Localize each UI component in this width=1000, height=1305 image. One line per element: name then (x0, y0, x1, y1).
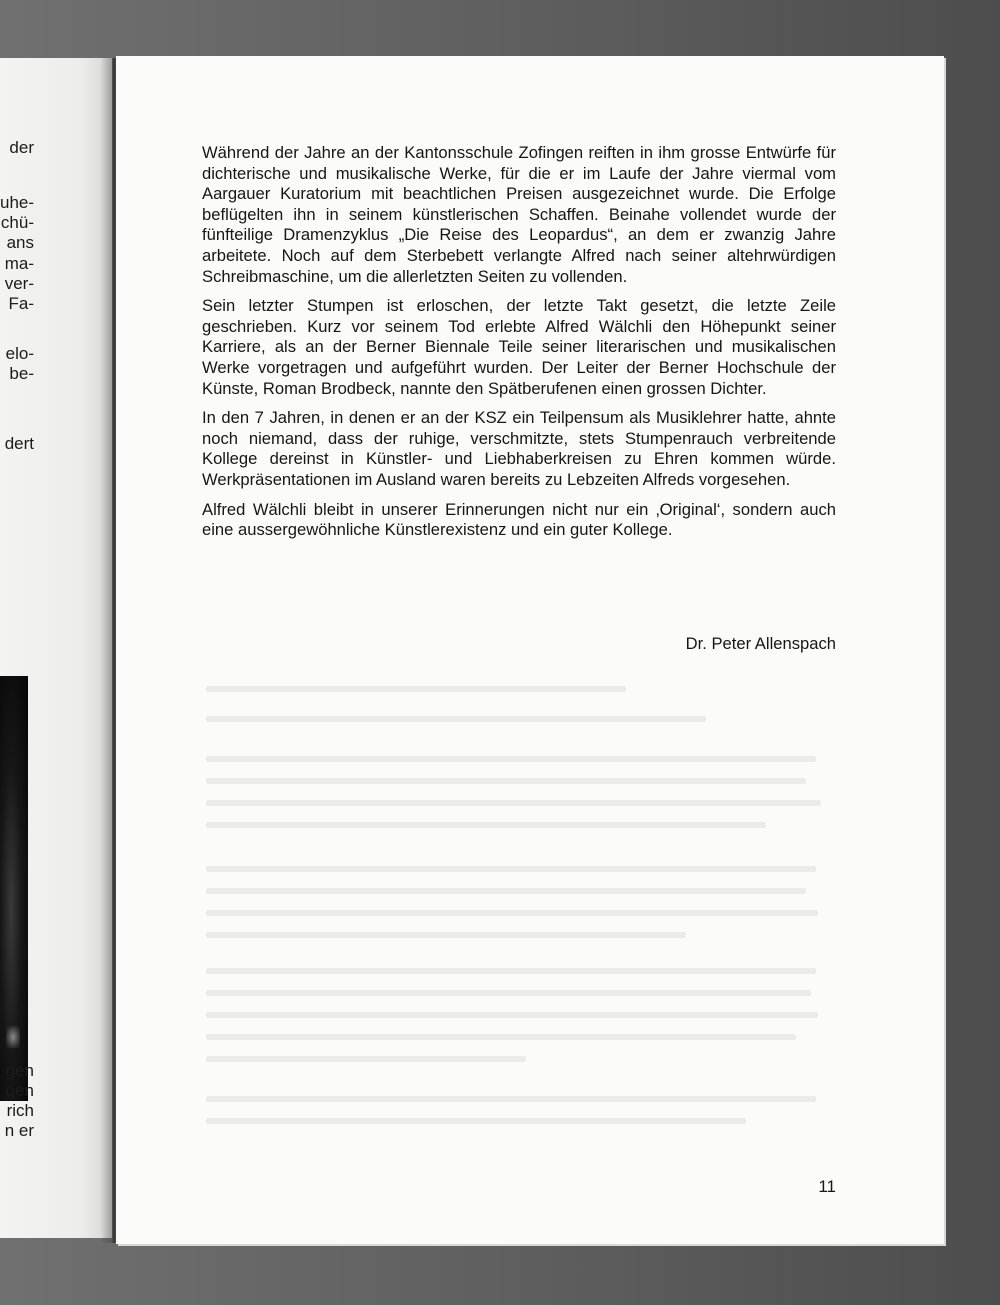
left-page-text-fragment: gen (5, 1081, 34, 1100)
left-page (0, 58, 112, 1238)
photo-fragment (0, 676, 28, 1101)
page-number: 11 (818, 1177, 836, 1196)
left-page-text-fragment: n er (4, 1121, 34, 1140)
left-page-text-fragment: rich (6, 1101, 34, 1120)
left-page-text-fragment: chü- (0, 213, 34, 232)
left-page-text-fragment: elo- (5, 344, 34, 363)
left-page-text-fragment: dert (4, 434, 34, 453)
paragraph: Alfred Wälchli bleibt in unserer Erinnerungen nicht nur ein ‚Original‘, sondern auch eine aussergewöhnliche Künstlerexistenz und ein guter Kollege. (202, 499, 836, 540)
left-page-text-fragment: Fa- (8, 294, 34, 313)
left-page-text-fragment: der (9, 138, 34, 157)
left-page-text-fragment: ans (6, 233, 34, 252)
paragraph: In den 7 Jahren, in denen er an der KSZ ein Teilpensum als Musiklehrer hatte, ahnte noch niemand, dass der ruhige, verschmitzte, stets Stumpenrauch verbreitende Kollege dereinst in Künstler- und Liebhaberkreisen zu Ehren kommen würde. Werkpräsentationen im Ausland waren bereits zu Lebzeiten Alfreds vorgesehen. (202, 408, 836, 489)
left-page-text-fragment: uhe- (0, 193, 34, 212)
right-page (116, 56, 944, 1244)
article-body (202, 143, 836, 550)
left-page-text-fragment: be- (9, 364, 34, 383)
paragraph: Sein letzter Stumpen ist erloschen, der letzte Takt gesetzt, die letzte Zeile geschrieben. Kurz vor seinem Tod erlebte Alfred Wälchli den Höhepunkt seiner Karriere, als an der Berner Biennale Teile seiner literarischen und musikalischen Werke vorgetragen und aufgeführt wurden. Der Leiter der Berner Hochschule der Künste, Roman Brodbeck, nannte den Spätberufenen einen grossen Dichter. (202, 296, 836, 398)
paragraph: Während der Jahre an der Kantonsschule Zofingen reiften in ihm grosse Entwürfe für dichterische und musikalische Werke, für die er im Laufe der Jahre viermal vom Aargauer Kuratorium mit beachtlichen Preisen ausgezeichnet wurde. Die Erfolge beflügelten ihn in seinem künstlerischen Schaffen. Beinahe vollendet wurde der fünfteilige Dramenzyklus „Die Reise des Leopardus“, an dem er zwanzig Jahre arbeitete. Noch auf dem Sterbebett verlangte Alfred nach seiner altehrwürdigen Schreibmaschine, um die allerletzten Seiten zu vollenden. (202, 143, 836, 286)
author-signature: Dr. Peter Allenspach (685, 634, 836, 653)
left-page-text-fragment: ver- (4, 274, 34, 293)
left-page-text-fragment: gen (5, 1061, 34, 1080)
left-page-text-fragment: ma- (4, 254, 34, 273)
